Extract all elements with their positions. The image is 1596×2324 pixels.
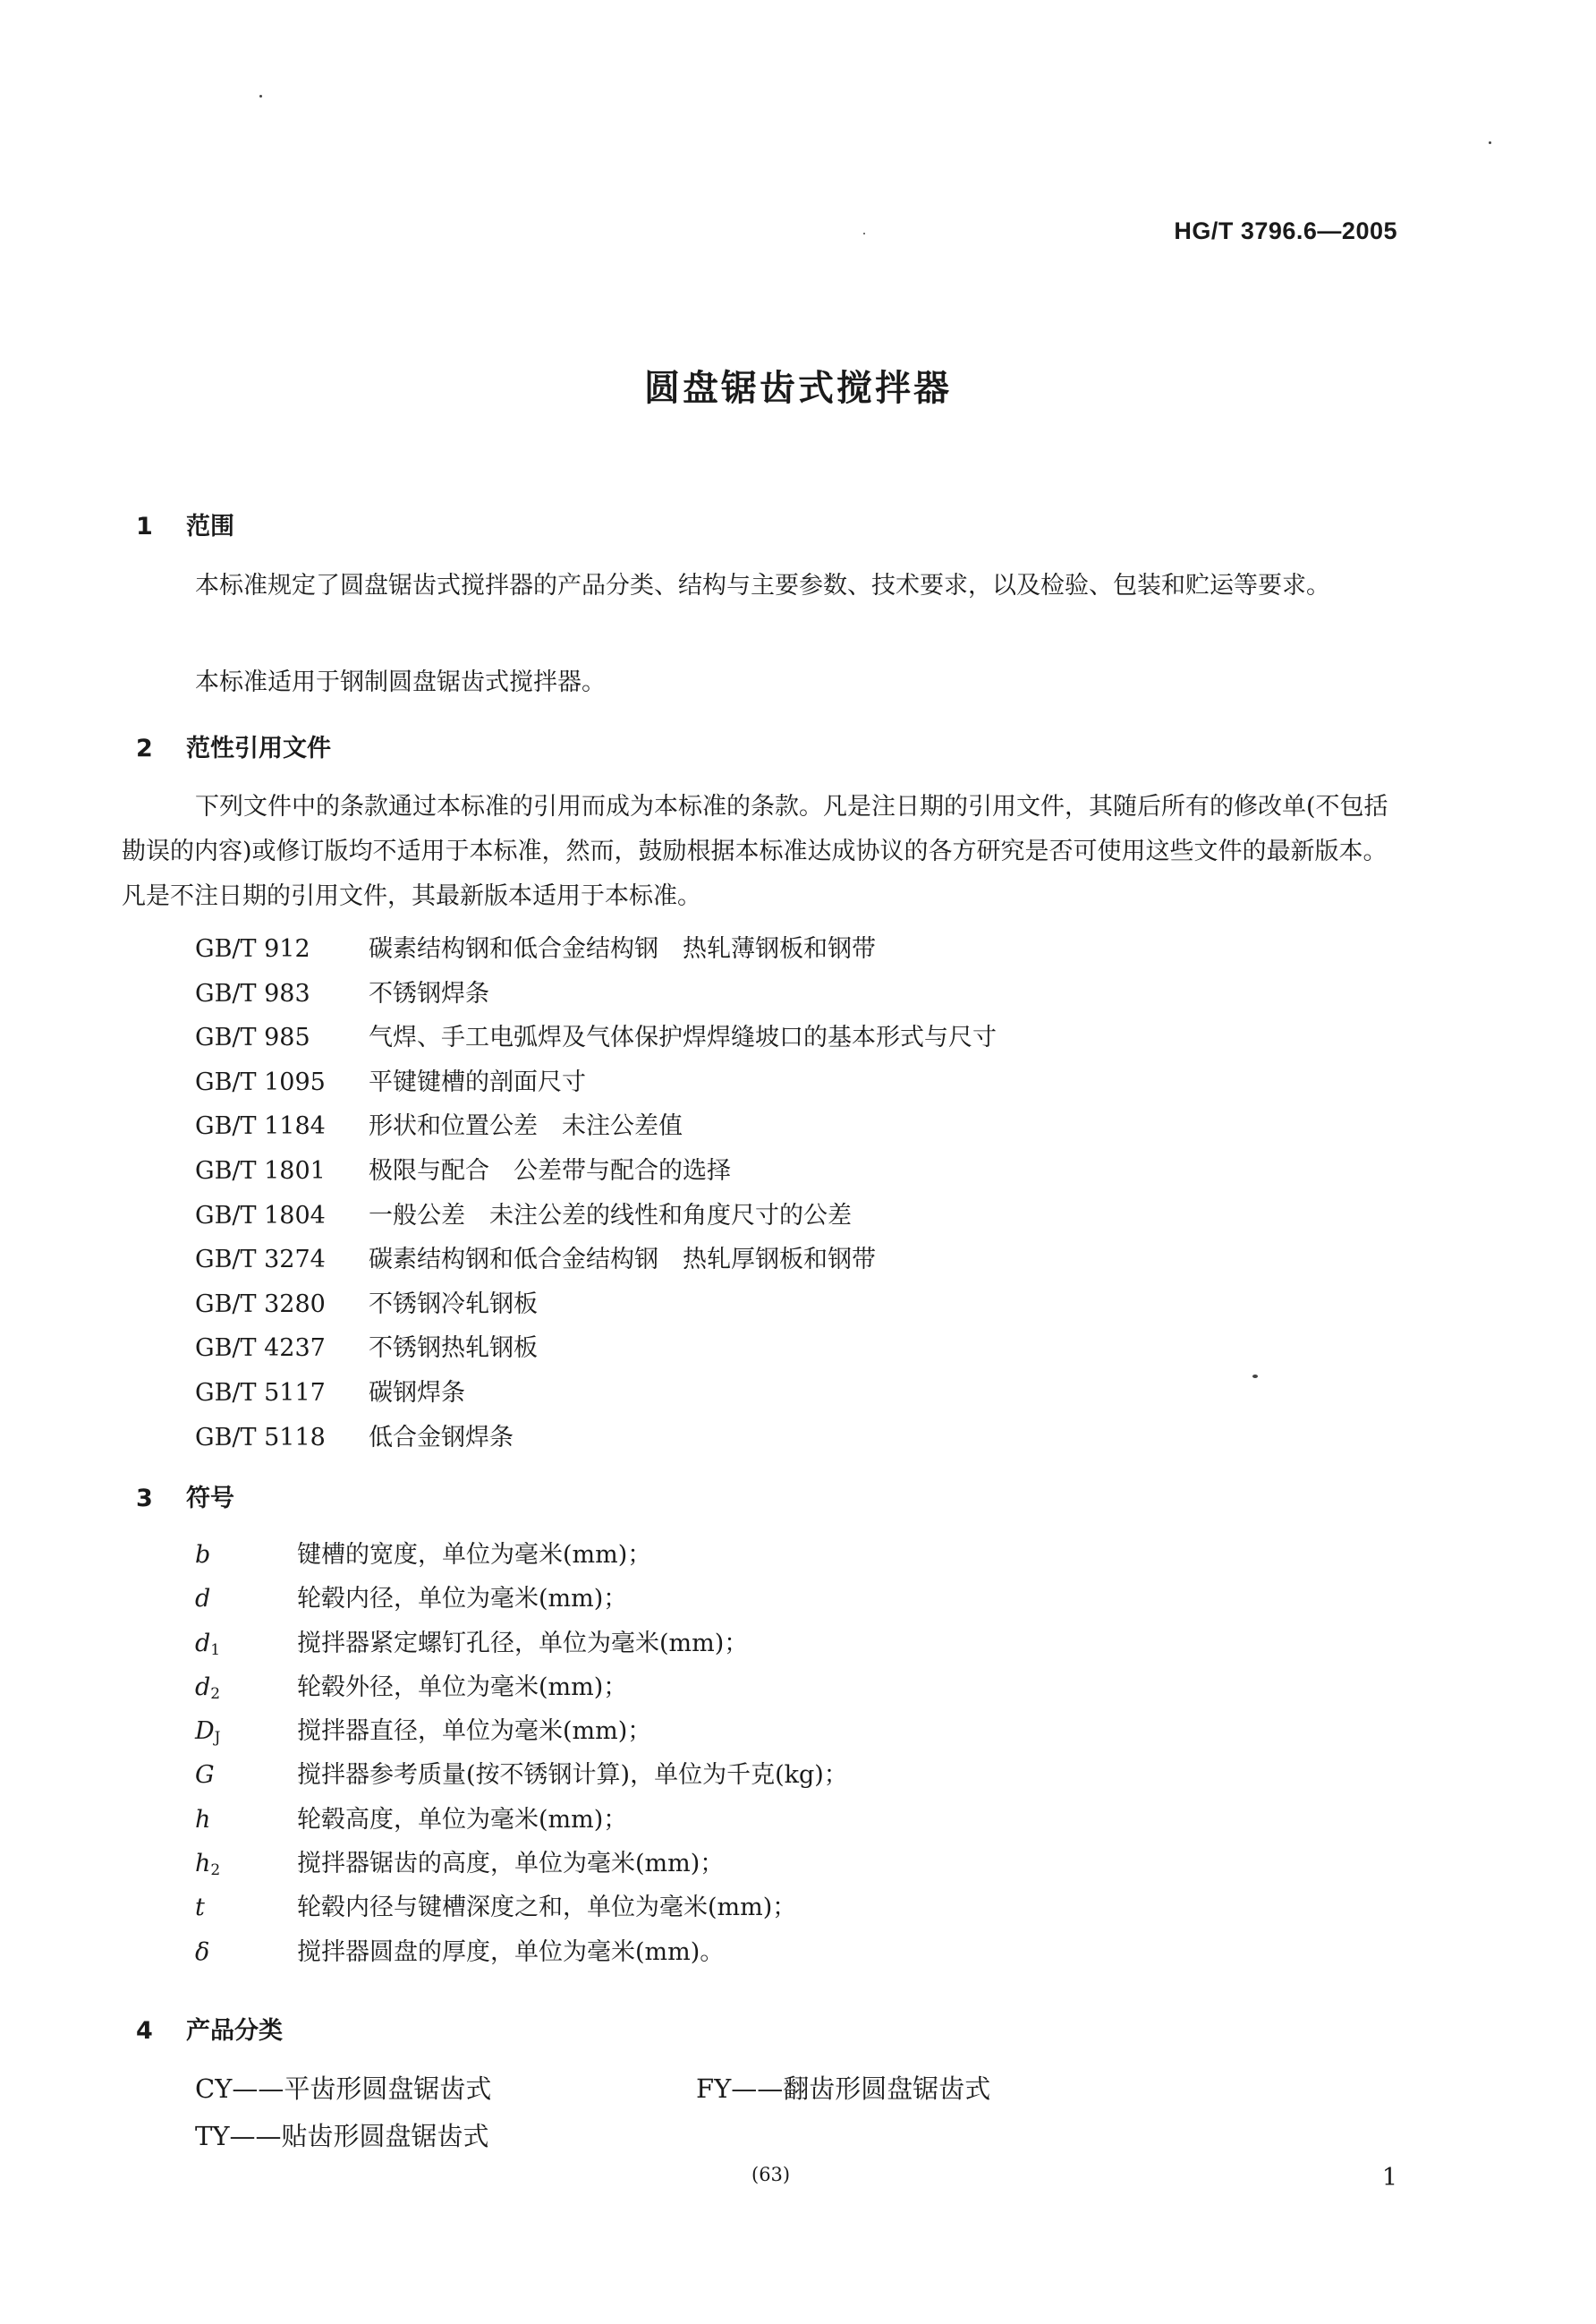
symbol-item [195,1577,848,1621]
symbol-item [195,1709,848,1753]
section-title: 范性引用文件 [186,735,331,762]
page-number: 1 [1381,2164,1397,2192]
reference-code: GB/T 5117 [195,1378,326,1407]
section-number: 3 [136,1485,153,1512]
section-number: 4 [136,2017,153,2045]
symbol-description: 搅拌器紧定螺钉孔径，单位为毫米(mm)； [297,1629,749,1657]
section-title: 范围 [186,513,234,541]
symbol-variable: d [195,1585,211,1613]
reference-code: GB/T 1095 [195,1068,326,1096]
reference-code: GB/T 3274 [195,1246,326,1274]
classification-item: CY——平齿形圆盘锯齿式 [195,2073,492,2104]
reference-title: 极限与配合 公差带与配合的选择 [369,1156,731,1185]
symbol-description: 轮毂内径，单位为毫米(mm)； [297,1585,628,1613]
reference-title: 气焊、手工电弧焊及气体保护焊焊缝坡口的基本形式与尺寸 [369,1024,997,1052]
section-title: 符号 [186,1485,234,1512]
reference-item [195,1238,997,1282]
section-number: 2 [136,735,153,762]
reference-title: 碳素结构钢和低合金结构钢 热轧厚钢板和钢带 [369,1246,876,1274]
reference-item [195,1016,997,1060]
symbol-variable: t [195,1894,205,1922]
reference-code: GB/T 1184 [195,1112,326,1141]
scan-speck [863,233,865,234]
symbol-variable: h [195,1805,211,1834]
scope-paragraph-1: 本标准规定了圆盘锯齿式搅拌器的产品分类、结构与主要参数、技术要求，以及检验、包装和贮运等要求。 [195,572,1330,600]
section-title: 产品分类 [186,2017,283,2045]
symbol-description: 轮毂外径，单位为毫米(mm)； [297,1673,628,1701]
section-heading-scope [136,507,234,541]
symbol-variable: b [195,1541,211,1569]
symbol-variable: $d_1$ [195,1629,221,1659]
symbol-description: 轮毂高度，单位为毫米(mm)； [297,1805,628,1834]
symbol-item [195,1622,848,1665]
reference-title: 一般公差 未注公差的线性和角度尺寸的公差 [369,1201,852,1230]
symbol-item [195,1753,848,1797]
symbol-list [195,1533,848,1974]
symbol-variable: $D_J$ [195,1717,221,1748]
classification-item: FY——翻齿形圆盘锯齿式 [696,2073,991,2104]
symbol-variable: $h_2$ [195,1850,221,1880]
reference-title: 不锈钢冷轧钢板 [369,1290,538,1318]
symbol-description: 搅拌器直径，单位为毫米(mm)； [297,1717,652,1746]
reference-item [195,1149,997,1194]
reference-code: GB/T 5118 [195,1423,326,1451]
reference-code: GB/T 912 [195,935,310,963]
reference-title: 低合金钢焊条 [369,1423,514,1451]
symbol-description: 轮毂内径与键槽深度之和，单位为毫米(mm)； [297,1894,797,1922]
section-heading-references [136,728,331,763]
reference-item [195,1282,997,1327]
reference-code: GB/T 983 [195,979,310,1008]
scan-speck [1252,1375,1258,1378]
reference-item [195,1416,997,1460]
reference-title: 不锈钢焊条 [369,979,489,1008]
section-heading-classification [136,2011,283,2046]
reference-code: GB/T 1801 [195,1156,326,1185]
symbol-variable: $d_2$ [195,1673,221,1703]
reference-item [195,1194,997,1239]
reference-item [195,1104,997,1149]
symbol-description: 搅拌器锯齿的高度，单位为毫米(mm)； [297,1850,725,1878]
reference-code: GB/T 985 [195,1024,310,1052]
symbol-description: 键槽的宽度，单位为毫米(mm)； [297,1541,652,1569]
reference-item [195,1326,997,1371]
symbol-item [195,1842,848,1886]
reference-item [195,1371,997,1416]
reference-item [195,1060,997,1105]
document-title: 圆盘锯齿式搅拌器 [644,368,952,409]
scan-speck [259,95,262,98]
classification-item: TY——贴齿形圆盘锯齿式 [195,2121,489,2151]
reference-code: GB/T 4237 [195,1334,326,1363]
symbol-item [195,1533,848,1577]
symbol-item [195,1798,848,1842]
section-heading-symbols [136,1478,234,1513]
symbol-item [195,1665,848,1709]
folio-number: (63) [751,2164,791,2185]
standard-number: HG/T 3796.6—2005 [1174,217,1397,244]
section-number: 1 [136,513,153,541]
scope-paragraph-2: 本标准适用于钢制圆盘锯齿式搅拌器。 [195,668,606,696]
symbol-variable: G [195,1761,215,1790]
symbol-variable: δ [195,1937,210,1966]
symbol-item [195,1930,848,1974]
reference-code: GB/T 3280 [195,1290,326,1318]
reference-item [195,927,997,972]
reference-title: 不锈钢热轧钢板 [369,1334,538,1363]
reference-list [195,927,997,1460]
symbol-description: 搅拌器参考质量(按不锈钢计算)，单位为千克(kg)； [297,1761,848,1790]
reference-title: 碳钢焊条 [369,1378,465,1407]
reference-item [195,972,997,1017]
references-intro: 下列文件中的条款通过本标准的引用而成为本标准的条款。凡是注日期的引用文件，其随后所有的修改单(不包括勘误的内容)或修订版均不适用于本标准，然而，鼓励根据本标准达成协议的各方研究是否可使用这些文件的最新版本。凡是不注日期的引用文件，其最新版本适用于本标准。 [122,793,1388,910]
reference-code: GB/T 1804 [195,1201,326,1230]
symbol-description: 搅拌器圆盘的厚度，单位为毫米(mm)。 [297,1937,725,1966]
reference-title: 平键键槽的剖面尺寸 [369,1068,586,1096]
scan-speck [1489,141,1491,144]
symbol-item [195,1886,848,1929]
reference-title: 碳素结构钢和低合金结构钢 热轧薄钢板和钢带 [369,935,876,963]
reference-title: 形状和位置公差 未注公差值 [369,1112,683,1141]
